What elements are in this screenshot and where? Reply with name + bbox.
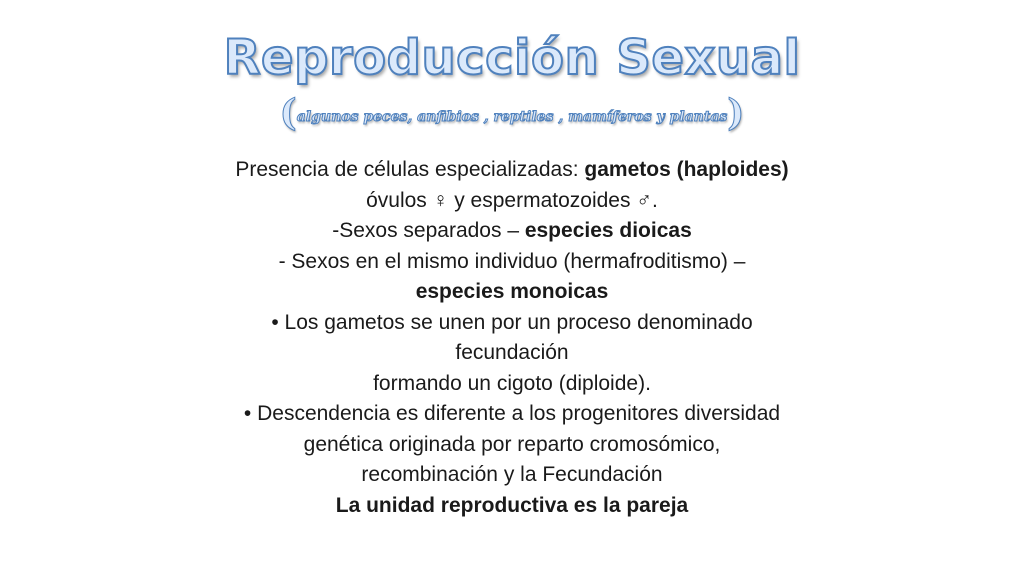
body-line: - Sexos en el mismo individuo (hermafroditismo) – [278,249,746,273]
body-line [112,216,912,247]
slide-title: Reproducción Sexual [223,30,801,86]
body-text: -Sexos separados – [332,219,525,242]
body-bold-text: especies dioicas [524,219,692,242]
body-bold-text: La unidad reproductiva es la pareja [335,493,689,517]
body-line [112,277,912,308]
body-line [112,491,912,522]
body-line: genética originada por reparto cromosómico, [303,432,721,456]
body-bold-text: gametos (haploides) [584,158,789,181]
subtitle-open-paren: ( [279,92,297,134]
body-line: • Los gametos se unen por un proceso denominado [271,310,753,334]
body-line: fecundación [455,341,569,364]
body-line [112,155,912,186]
slide-subtitle [0,92,1024,134]
subtitle-text: algunos peces, anfibios , reptiles , mamíferos y plantas [296,109,728,125]
body-line: óvulos ♀ y espermatozoides ♂. [366,188,658,212]
body-line: formando un cigoto (diploide). [373,371,651,395]
slide-body [112,155,912,521]
body-line: • Descendencia es diferente a los progenitores diversidad [243,402,781,425]
subtitle-close-paren: ) [727,92,745,134]
body-text: Presencia de células especializadas: [235,158,585,181]
body-line: recombinación y la Fecundación [361,463,663,486]
body-bold-text: especies monoicas [415,280,609,303]
